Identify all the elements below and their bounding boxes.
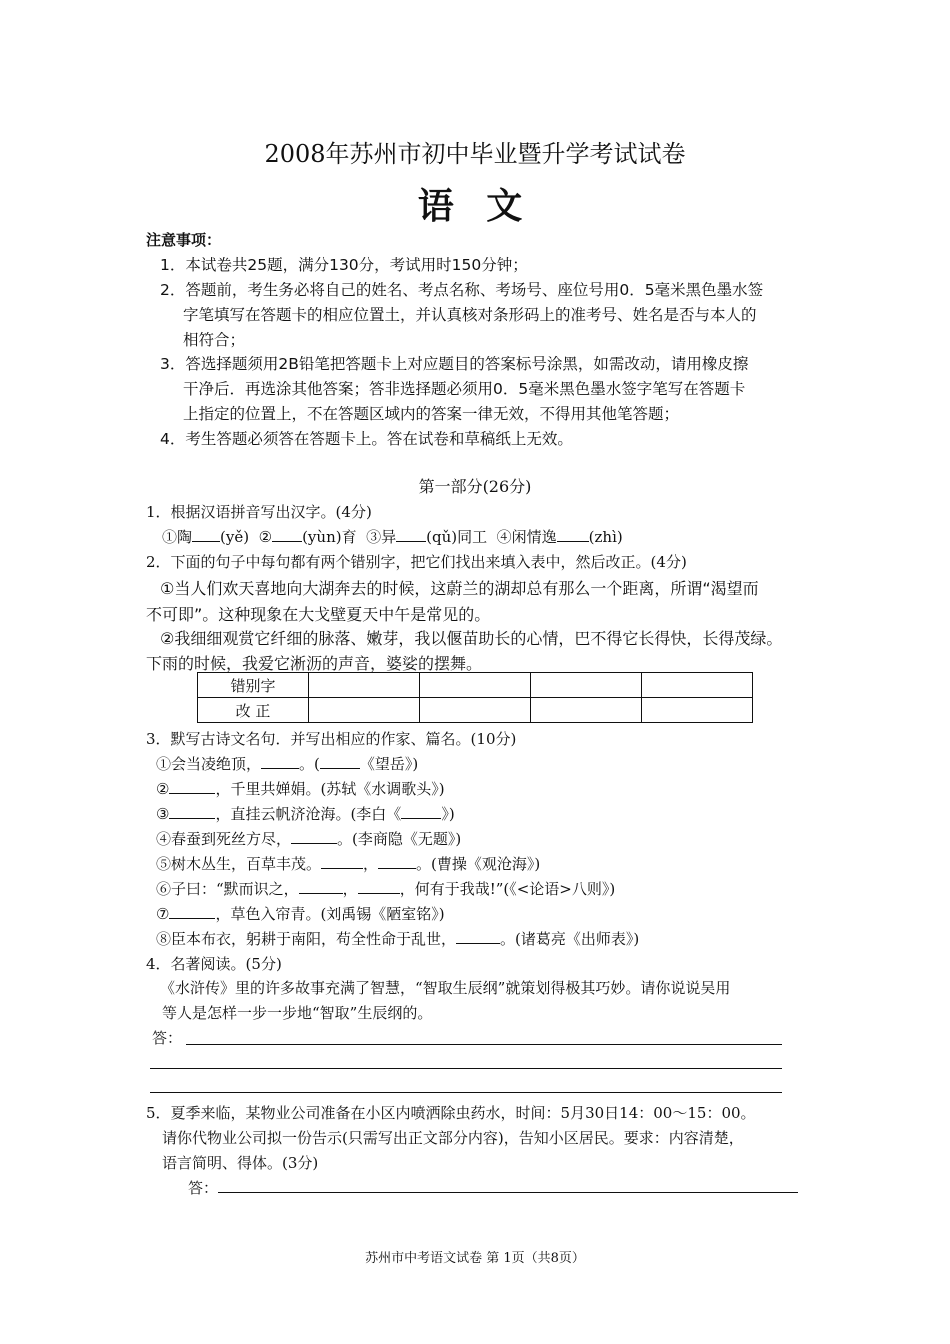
q2-answer-table: [197, 672, 753, 723]
q3-item-1-text: 《望岳》): [359, 755, 419, 773]
q3-blank[interactable]: [291, 828, 337, 844]
q3-item-2: [156, 778, 445, 799]
q1-item-4: ④闲情逸: [496, 528, 557, 546]
q2-table-cell[interactable]: [531, 698, 642, 723]
q3-item-3: [156, 803, 455, 824]
q5-stem-line-3: 语言简明、得体。(3分): [162, 1154, 319, 1172]
q3-item-8: [156, 928, 639, 949]
q4-answer-line[interactable]: [186, 1044, 782, 1045]
q3-item-2-text: ，千里共婵娟。(苏轼《水调歌头》): [215, 780, 445, 798]
q3-item-1: [156, 753, 418, 774]
q2-sentence-2-line-1: ②我细细观赏它纤细的脉落、嫩芽，我以偃苗助长的心情，巴不得它长得快，长得茂绿。: [160, 629, 783, 648]
q1-blank-4[interactable]: [557, 526, 589, 542]
q5-answer-label: 答：: [188, 1179, 219, 1197]
q3-item-1-text: ①会当凌绝顶，: [156, 755, 262, 773]
notice-item-3-line-1: 3．答选择题须用2B铅笔把答题卡上对应题目的答案标号涂黑，如需改动，请用橡皮擦: [160, 355, 749, 373]
q3-blank[interactable]: [321, 853, 363, 869]
q3-item-2-text: ②: [156, 780, 170, 798]
exam-title: 2008年苏州市初中毕业暨升学考试试卷: [264, 140, 686, 168]
q3-item-6-text: ，何有于我哉!”(《<论语>八则》): [399, 880, 616, 898]
q2-sentence-1-line-2: 不可即”。这种现象在大戈壁夏天中午是常见的。: [146, 605, 491, 624]
q1-item-1: ①陶: [162, 528, 193, 546]
q4-answer-line[interactable]: [150, 1068, 782, 1069]
q1-stem: 1．根据汉语拼音写出汉字。(4分): [146, 503, 372, 521]
q2-sentence-2-line-2: 下雨的时候，我爱它淅沥的声音，婆娑的摆舞。: [146, 654, 483, 673]
q3-blank[interactable]: [320, 753, 360, 769]
notice-item-2-line-3: 相符合；: [183, 331, 246, 349]
q1-pinyin-3: (qǔ)同工: [426, 528, 488, 546]
notice-item-1: 1．本试卷共25题，满分130分，考试用时150分钟；: [160, 256, 528, 274]
q4-answer-line[interactable]: [150, 1092, 782, 1093]
q3-item-8-text: ⑧臣本布衣，躬耕于南阳，苟全性命于乱世，: [156, 930, 457, 948]
q3-item-5-text: ⑤树木丛生，百草丰茂。: [156, 855, 322, 873]
q3-item-3-text: 》): [441, 805, 455, 823]
q1-items: [162, 526, 623, 547]
q3-item-3-text: ③: [156, 805, 170, 823]
q2-table-row-correct: [198, 698, 753, 723]
q3-item-5: [156, 853, 540, 874]
notice-item-4: 4．考生答题必须答在答题卡上。答在试卷和草稿纸上无效。: [160, 430, 573, 448]
notice-item-2-line-2: 字笔填写在答题卡的相应位置土，并认真核对条形码上的准考号、姓名是否与本人的: [183, 306, 757, 324]
q4-body-line-2: 等人是怎样一步一步地“智取”生辰纲的。: [162, 1004, 433, 1022]
q3-blank[interactable]: [299, 878, 343, 894]
q1-pinyin-2: (yùn)育: [302, 528, 357, 546]
q4-stem: 4．名著阅读。(5分): [146, 955, 282, 973]
q3-item-5-text: ，: [363, 855, 379, 873]
q4-answer-label: 答：: [152, 1029, 183, 1047]
q3-item-6-text: ，: [342, 880, 358, 898]
notice-item-3-line-3: 上指定的位置上，不在答题区域内的答案一律无效，不得用其他笔答题；: [183, 405, 680, 423]
notice-item-2-line-1: 2．答题前，考生务必将自己的姓名、考点名称、考场号、座位号用0．5毫米黑色墨水签: [160, 281, 764, 299]
q3-blank[interactable]: [358, 878, 400, 894]
q3-blank[interactable]: [456, 928, 500, 944]
q2-sentence-1-line-1: ①当人们欢天喜地向大湖奔去的时候，这蔚兰的湖却总有那么一个距离，所谓“渴望而: [160, 579, 759, 598]
q3-blank[interactable]: [378, 853, 416, 869]
q1-pinyin-1: (yě): [220, 528, 250, 546]
q3-blank[interactable]: [169, 778, 215, 794]
q5-stem-line-1: 5．夏季来临，某物业公司准备在小区内喷洒除虫药水，时间：5月30日14：00～15：00。: [146, 1104, 756, 1122]
q1-pinyin-4: (zhì): [588, 528, 623, 546]
page-footer: 苏州市中考语文试卷 第 1页（共8页）: [365, 1251, 585, 1266]
q3-item-1-text: 。(: [299, 755, 320, 773]
q3-item-7-text: ⑦: [156, 905, 170, 923]
q1-item-3: ③异: [366, 528, 397, 546]
q3-item-7-text: ，草色入帘青。(刘禹锡《陋室铭》): [215, 905, 445, 923]
q2-table-cell[interactable]: [309, 673, 420, 698]
q2-table-label-wrong: 错别字: [198, 673, 309, 698]
q2-stem: 2．下面的句子中每句都有两个错别字，把它们找出来填入表中，然后改正。(4分): [146, 553, 687, 571]
q2-table-cell[interactable]: [420, 673, 531, 698]
q3-item-3-text: ，直挂云帆济沧海。(李白《: [215, 805, 402, 823]
q2-table-label-correct: 改 正: [198, 698, 309, 723]
q3-item-4-text: ④春蚕到死丝方尽，: [156, 830, 292, 848]
q3-item-4-text: 。(李商隐《无题》): [337, 830, 462, 848]
q3-item-4: [156, 828, 461, 849]
q2-table-cell[interactable]: [420, 698, 531, 723]
q3-blank[interactable]: [169, 903, 215, 919]
q1-blank-1[interactable]: [192, 526, 220, 542]
q1-item-2: ②: [258, 528, 273, 546]
q3-blank[interactable]: [261, 753, 299, 769]
q5-stem-line-2: 请你代物业公司拟一份告示(只需写出正文部分内容)，告知小区居民。要求：内容清楚，: [162, 1129, 744, 1147]
notice-item-3-line-2: 干净后．再选涂其他答案；答非选择题必须用0．5毫米黑色墨水签字笔写在答题卡: [183, 380, 746, 398]
q3-stem: 3．默写古诗文名句．并写出相应的作家、篇名。(10分): [146, 730, 517, 748]
q2-table-cell[interactable]: [531, 673, 642, 698]
q3-blank[interactable]: [169, 803, 215, 819]
q1-blank-3[interactable]: [396, 526, 426, 542]
q2-table-cell[interactable]: [309, 698, 420, 723]
q2-table-cell[interactable]: [642, 698, 753, 723]
q3-item-5-text: 。(曹操《观沧海》): [416, 855, 541, 873]
q3-item-6: [156, 878, 615, 899]
q3-item-8-text: 。(诸葛亮《出师表》): [500, 930, 640, 948]
q5-answer-line[interactable]: [218, 1192, 798, 1193]
q1-blank-2[interactable]: [272, 526, 302, 542]
subject-title: 语 文: [417, 185, 533, 227]
q2-table-row-wrong: [198, 673, 753, 698]
q2-table-cell[interactable]: [642, 673, 753, 698]
q3-blank[interactable]: [401, 803, 441, 819]
q4-body-line-1: 《水浒传》里的许多故事充满了智慧，“智取生辰纲”就策划得极其巧妙。请你说说吴用: [160, 979, 731, 997]
q3-item-7: [156, 903, 445, 924]
part-one-heading: 第一部分(26分): [418, 477, 532, 496]
notice-heading: 注意事项：: [146, 231, 222, 249]
q3-item-6-text: ⑥子曰：“默而识之，: [156, 880, 299, 898]
